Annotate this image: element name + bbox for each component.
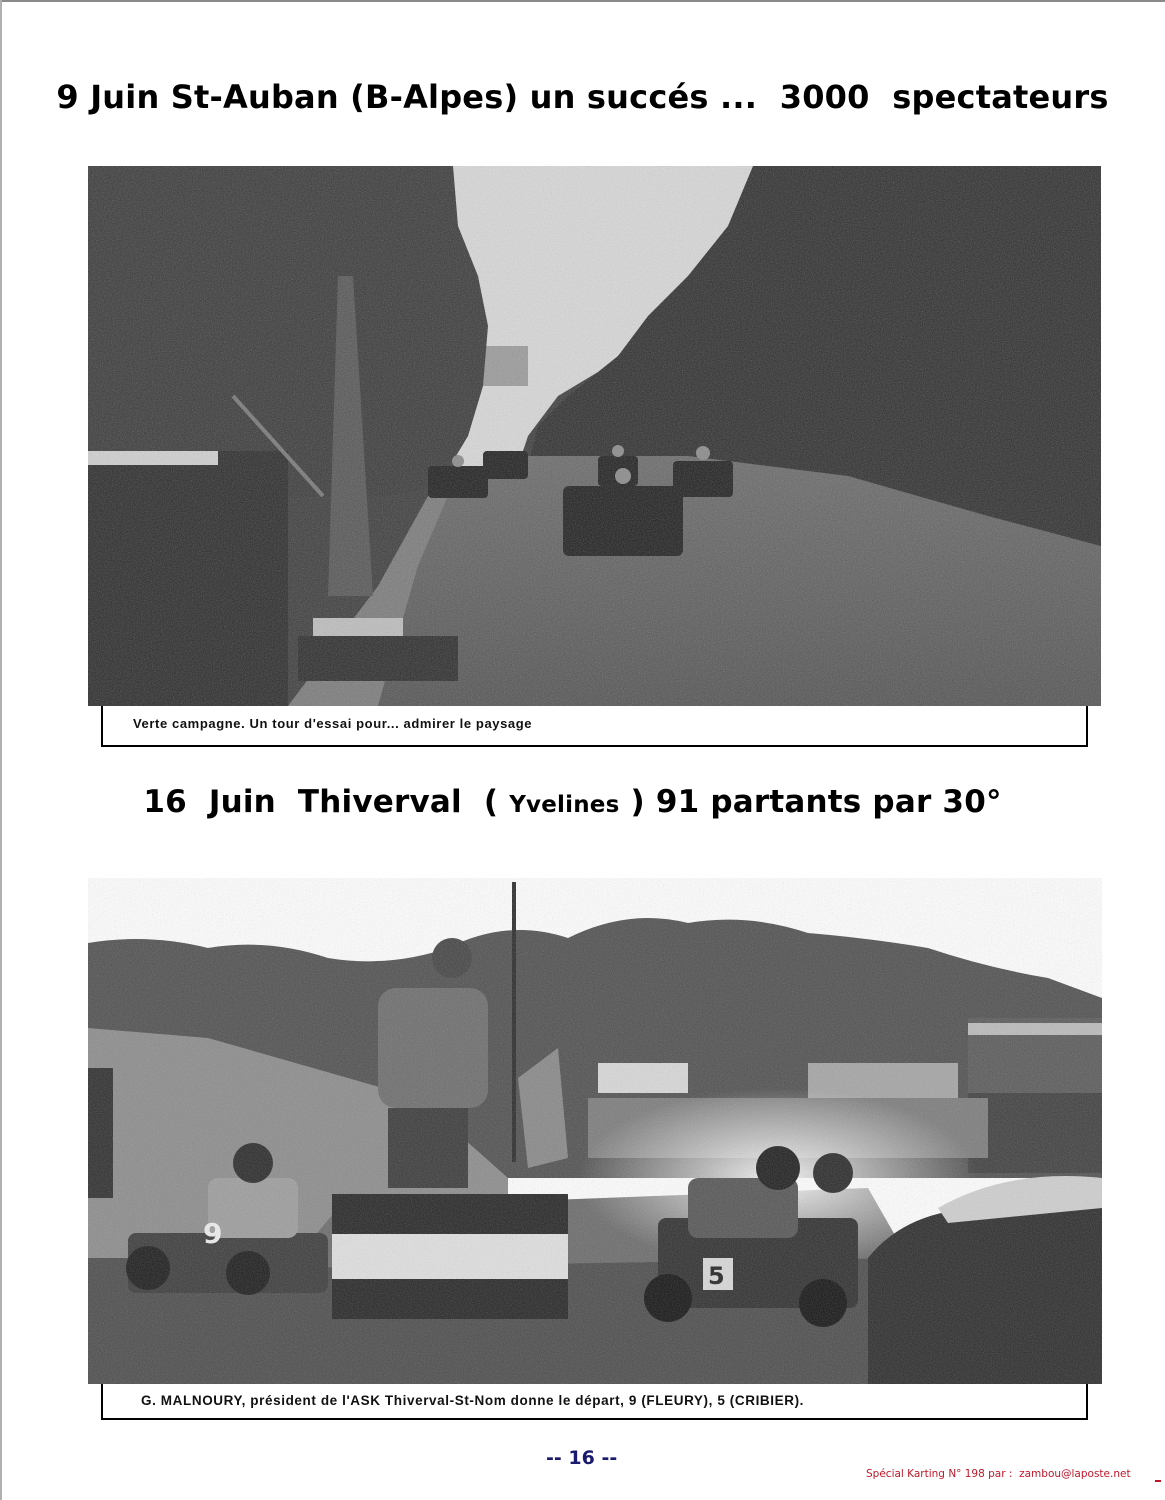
caption-box-thiverval xyxy=(101,1384,1088,1420)
caption-thiverval: G. MALNOURY, président de l'ASK Thiverval-St-Nom donne le départ, 9 (FLEURY), 5 (CRIBIER). xyxy=(141,1393,805,1408)
headline-st-auban: 9 Juin St-Auban (B-Alpes) un succés ... 3000 spectateurs xyxy=(56,78,1109,116)
headline-thiverval-region: Yvelines xyxy=(509,792,620,818)
footer-credit: Spécial Karting N° 198 par : zambou@laposte.net xyxy=(866,1468,1131,1480)
headline-thiverval-part-2: ) 91 partants par 30° xyxy=(619,784,1002,820)
footer-underscore xyxy=(1155,1480,1161,1482)
headline-thiverval-part-1: 16 Juin Thiverval ( xyxy=(143,784,510,820)
photo-st-auban-image xyxy=(88,166,1101,706)
photo-st-auban-race xyxy=(88,166,1101,706)
caption-box-st-auban xyxy=(101,706,1088,747)
page-number: -- 16 -- xyxy=(546,1447,618,1469)
photo-thiverval-image xyxy=(88,878,1102,1384)
headline-thiverval xyxy=(0,784,1155,820)
page-border-left xyxy=(0,0,2,1500)
page-border-top xyxy=(0,0,1165,2)
photo-thiverval-start xyxy=(88,878,1102,1384)
caption-st-auban: Verte campagne. Un tour d'essai pour... admirer le paysage xyxy=(133,716,533,731)
